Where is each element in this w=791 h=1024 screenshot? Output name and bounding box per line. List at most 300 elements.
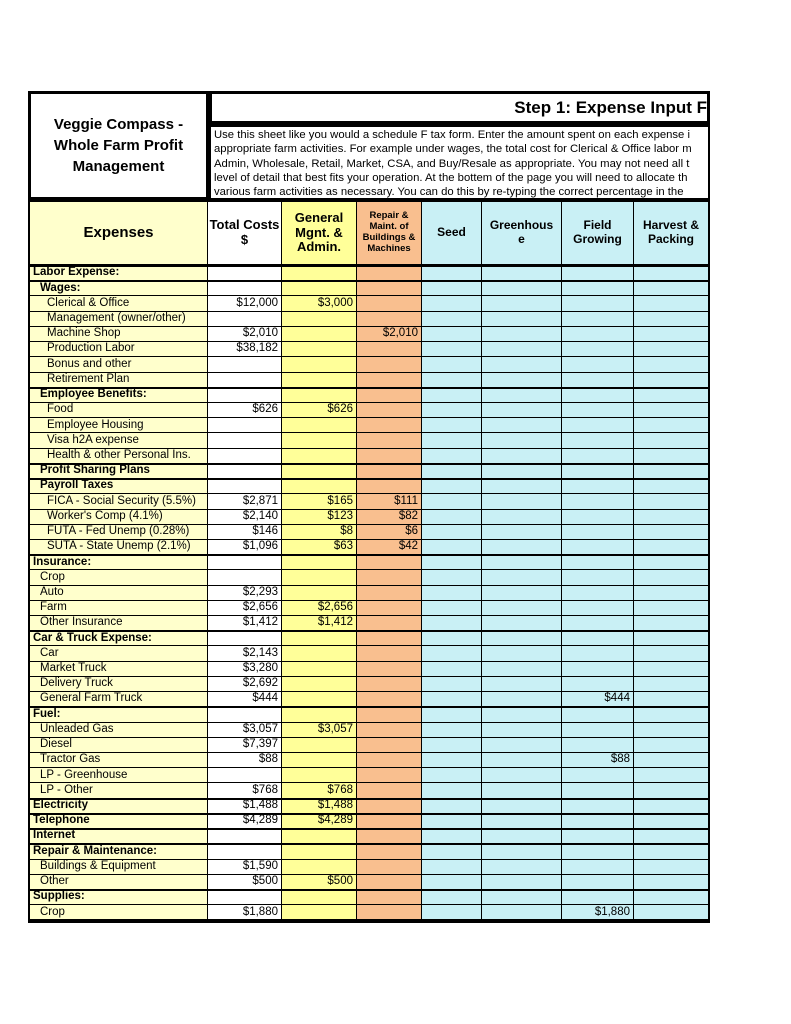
expense-label-cell[interactable]: Repair & Maintenance: [30, 844, 208, 859]
cell-repair[interactable] [357, 312, 422, 327]
cell-greenhouse[interactable] [482, 525, 562, 540]
expense-label-cell[interactable]: FUTA - Fed Unemp (0.28%) [30, 525, 208, 540]
cell-harvest[interactable] [634, 875, 708, 890]
cell-seed[interactable] [422, 510, 482, 525]
expense-label-cell[interactable]: Machine Shop [30, 327, 208, 342]
expense-label-cell[interactable]: Profit Sharing Plans [30, 464, 208, 479]
cell-field[interactable] [562, 373, 634, 388]
cell-harvest[interactable] [634, 433, 708, 448]
cell-total[interactable]: $1,412 [208, 616, 282, 631]
cell-harvest[interactable] [634, 479, 708, 494]
cell-seed[interactable] [422, 494, 482, 509]
cell-total[interactable]: $146 [208, 525, 282, 540]
cell-seed[interactable] [422, 707, 482, 722]
expense-label-cell[interactable]: Delivery Truck [30, 677, 208, 692]
cell-total[interactable]: $4,289 [208, 814, 282, 829]
cell-general[interactable] [282, 281, 357, 296]
cell-field[interactable] [562, 677, 634, 692]
cell-field[interactable] [562, 555, 634, 570]
cell-seed[interactable] [422, 373, 482, 388]
cell-greenhouse[interactable] [482, 312, 562, 327]
cell-greenhouse[interactable] [482, 342, 562, 357]
cell-general[interactable] [282, 677, 357, 692]
cell-seed[interactable] [422, 753, 482, 768]
cell-field[interactable] [562, 829, 634, 844]
expense-label-cell[interactable]: Market Truck [30, 662, 208, 677]
cell-field[interactable] [562, 799, 634, 814]
cell-seed[interactable] [422, 860, 482, 875]
cell-field[interactable] [562, 357, 634, 372]
cell-general[interactable] [282, 266, 357, 281]
cell-repair[interactable] [357, 844, 422, 859]
cell-harvest[interactable] [634, 281, 708, 296]
cell-repair[interactable] [357, 616, 422, 631]
cell-field[interactable] [562, 586, 634, 601]
cell-general[interactable] [282, 449, 357, 464]
cell-general[interactable] [282, 768, 357, 783]
cell-total[interactable] [208, 570, 282, 585]
cell-seed[interactable] [422, 555, 482, 570]
cell-total[interactable] [208, 266, 282, 281]
cell-field[interactable]: $88 [562, 753, 634, 768]
expense-label-cell[interactable]: Wages: [30, 281, 208, 296]
cell-repair[interactable]: $6 [357, 525, 422, 540]
cell-harvest[interactable] [634, 373, 708, 388]
cell-total[interactable] [208, 707, 282, 722]
cell-field[interactable] [562, 616, 634, 631]
cell-field[interactable]: $1,880 [562, 905, 634, 920]
cell-general[interactable] [282, 631, 357, 646]
cell-total[interactable] [208, 388, 282, 403]
expense-label-cell[interactable]: Health & other Personal Ins. [30, 449, 208, 464]
cell-greenhouse[interactable] [482, 403, 562, 418]
expense-label-cell[interactable]: Visa h2A expense [30, 433, 208, 448]
cell-harvest[interactable] [634, 905, 708, 920]
cell-field[interactable] [562, 342, 634, 357]
cell-seed[interactable] [422, 677, 482, 692]
cell-harvest[interactable] [634, 525, 708, 540]
cell-total[interactable]: $500 [208, 875, 282, 890]
expense-label-cell[interactable]: Management (owner/other) [30, 312, 208, 327]
cell-field[interactable] [562, 403, 634, 418]
cell-harvest[interactable] [634, 631, 708, 646]
cell-harvest[interactable] [634, 296, 708, 311]
cell-total[interactable]: $3,280 [208, 662, 282, 677]
cell-general[interactable]: $3,057 [282, 723, 357, 738]
expense-label-cell[interactable]: Farm [30, 601, 208, 616]
cell-field[interactable] [562, 631, 634, 646]
cell-field[interactable] [562, 433, 634, 448]
cell-field[interactable] [562, 783, 634, 798]
cell-greenhouse[interactable] [482, 464, 562, 479]
cell-harvest[interactable] [634, 357, 708, 372]
cell-harvest[interactable] [634, 418, 708, 433]
expense-label-cell[interactable]: Diesel [30, 738, 208, 753]
expense-label-cell[interactable]: Bonus and other [30, 357, 208, 372]
cell-general[interactable] [282, 555, 357, 570]
expense-label-cell[interactable]: Unleaded Gas [30, 723, 208, 738]
cell-total[interactable]: $1,096 [208, 540, 282, 555]
cell-total[interactable] [208, 373, 282, 388]
cell-repair[interactable] [357, 631, 422, 646]
cell-general[interactable] [282, 388, 357, 403]
cell-seed[interactable] [422, 403, 482, 418]
cell-total[interactable] [208, 479, 282, 494]
cell-total[interactable]: $7,397 [208, 738, 282, 753]
expense-label-cell[interactable]: Electricity [30, 799, 208, 814]
cell-harvest[interactable] [634, 662, 708, 677]
cell-total[interactable] [208, 829, 282, 844]
cell-repair[interactable] [357, 479, 422, 494]
cell-total[interactable] [208, 464, 282, 479]
cell-general[interactable] [282, 662, 357, 677]
cell-total[interactable]: $2,140 [208, 510, 282, 525]
cell-repair[interactable] [357, 875, 422, 890]
cell-total[interactable]: $2,143 [208, 646, 282, 661]
cell-general[interactable] [282, 373, 357, 388]
cell-field[interactable] [562, 707, 634, 722]
cell-harvest[interactable] [634, 814, 708, 829]
cell-harvest[interactable] [634, 449, 708, 464]
cell-greenhouse[interactable] [482, 890, 562, 905]
expense-label-cell[interactable]: Fuel: [30, 707, 208, 722]
expense-label-cell[interactable]: Food [30, 403, 208, 418]
cell-total[interactable] [208, 890, 282, 905]
cell-seed[interactable] [422, 357, 482, 372]
cell-seed[interactable] [422, 433, 482, 448]
cell-field[interactable] [562, 875, 634, 890]
cell-seed[interactable] [422, 281, 482, 296]
cell-general[interactable]: $2,656 [282, 601, 357, 616]
cell-total[interactable]: $1,590 [208, 860, 282, 875]
cell-general[interactable]: $1,412 [282, 616, 357, 631]
cell-greenhouse[interactable] [482, 327, 562, 342]
cell-general[interactable] [282, 464, 357, 479]
cell-total[interactable]: $768 [208, 783, 282, 798]
cell-seed[interactable] [422, 449, 482, 464]
cell-greenhouse[interactable] [482, 601, 562, 616]
cell-repair[interactable] [357, 373, 422, 388]
cell-greenhouse[interactable] [482, 373, 562, 388]
cell-seed[interactable] [422, 890, 482, 905]
cell-greenhouse[interactable] [482, 510, 562, 525]
cell-general[interactable] [282, 570, 357, 585]
expense-label-cell[interactable]: Labor Expense: [30, 266, 208, 281]
cell-seed[interactable] [422, 327, 482, 342]
cell-field[interactable] [562, 860, 634, 875]
cell-harvest[interactable] [634, 844, 708, 859]
cell-total[interactable]: $1,488 [208, 799, 282, 814]
expense-label-cell[interactable]: Crop [30, 905, 208, 920]
expense-label-cell[interactable]: Employee Benefits: [30, 388, 208, 403]
cell-greenhouse[interactable] [482, 707, 562, 722]
cell-field[interactable] [562, 296, 634, 311]
cell-harvest[interactable] [634, 403, 708, 418]
cell-general[interactable] [282, 433, 357, 448]
cell-seed[interactable] [422, 829, 482, 844]
cell-repair[interactable] [357, 601, 422, 616]
cell-harvest[interactable] [634, 342, 708, 357]
cell-harvest[interactable] [634, 616, 708, 631]
cell-general[interactable] [282, 890, 357, 905]
cell-harvest[interactable] [634, 677, 708, 692]
expense-label-cell[interactable]: Internet [30, 829, 208, 844]
expense-label-cell[interactable]: FICA - Social Security (5.5%) [30, 494, 208, 509]
cell-greenhouse[interactable] [482, 814, 562, 829]
cell-field[interactable] [562, 266, 634, 281]
cell-general[interactable]: $4,289 [282, 814, 357, 829]
cell-total[interactable]: $2,293 [208, 586, 282, 601]
expense-label-cell[interactable]: Other Insurance [30, 616, 208, 631]
expense-label-cell[interactable]: Supplies: [30, 890, 208, 905]
cell-repair[interactable]: $2,010 [357, 327, 422, 342]
cell-general[interactable] [282, 418, 357, 433]
cell-greenhouse[interactable] [482, 753, 562, 768]
cell-repair[interactable] [357, 799, 422, 814]
expense-label-cell[interactable]: Production Labor [30, 342, 208, 357]
cell-greenhouse[interactable] [482, 449, 562, 464]
cell-harvest[interactable] [634, 570, 708, 585]
cell-seed[interactable] [422, 464, 482, 479]
cell-repair[interactable] [357, 738, 422, 753]
cell-repair[interactable] [357, 388, 422, 403]
cell-seed[interactable] [422, 342, 482, 357]
cell-general[interactable] [282, 357, 357, 372]
cell-total[interactable] [208, 418, 282, 433]
expense-label-cell[interactable]: General Farm Truck [30, 692, 208, 707]
cell-greenhouse[interactable] [482, 540, 562, 555]
cell-general[interactable] [282, 753, 357, 768]
cell-total[interactable] [208, 357, 282, 372]
cell-repair[interactable] [357, 783, 422, 798]
cell-repair[interactable] [357, 753, 422, 768]
cell-greenhouse[interactable] [482, 357, 562, 372]
cell-field[interactable] [562, 814, 634, 829]
cell-harvest[interactable] [634, 266, 708, 281]
cell-general[interactable]: $500 [282, 875, 357, 890]
expense-label-cell[interactable]: Car & Truck Expense: [30, 631, 208, 646]
cell-seed[interactable] [422, 738, 482, 753]
cell-total[interactable] [208, 433, 282, 448]
cell-greenhouse[interactable] [482, 418, 562, 433]
cell-repair[interactable] [357, 296, 422, 311]
expense-label-cell[interactable]: SUTA - State Unemp (2.1%) [30, 540, 208, 555]
cell-seed[interactable] [422, 844, 482, 859]
cell-greenhouse[interactable] [482, 646, 562, 661]
cell-greenhouse[interactable] [482, 433, 562, 448]
cell-field[interactable] [562, 723, 634, 738]
cell-total[interactable] [208, 281, 282, 296]
cell-seed[interactable] [422, 875, 482, 890]
cell-total[interactable]: $12,000 [208, 296, 282, 311]
cell-general[interactable]: $768 [282, 783, 357, 798]
cell-repair[interactable] [357, 403, 422, 418]
cell-harvest[interactable] [634, 753, 708, 768]
cell-harvest[interactable] [634, 738, 708, 753]
expense-label-cell[interactable]: Tractor Gas [30, 753, 208, 768]
cell-greenhouse[interactable] [482, 631, 562, 646]
cell-total[interactable]: $2,692 [208, 677, 282, 692]
expense-label-cell[interactable]: Worker's Comp (4.1%) [30, 510, 208, 525]
expense-label-cell[interactable]: Other [30, 875, 208, 890]
cell-general[interactable]: $123 [282, 510, 357, 525]
cell-total[interactable] [208, 312, 282, 327]
cell-seed[interactable] [422, 616, 482, 631]
cell-field[interactable] [562, 525, 634, 540]
cell-harvest[interactable] [634, 768, 708, 783]
cell-harvest[interactable] [634, 555, 708, 570]
expense-label-cell[interactable]: Payroll Taxes [30, 479, 208, 494]
cell-general[interactable] [282, 342, 357, 357]
cell-general[interactable] [282, 707, 357, 722]
cell-greenhouse[interactable] [482, 738, 562, 753]
cell-harvest[interactable] [634, 799, 708, 814]
expense-label-cell[interactable]: Insurance: [30, 555, 208, 570]
cell-field[interactable] [562, 570, 634, 585]
cell-repair[interactable] [357, 342, 422, 357]
cell-repair[interactable] [357, 905, 422, 920]
cell-general[interactable] [282, 738, 357, 753]
cell-harvest[interactable] [634, 783, 708, 798]
cell-harvest[interactable] [634, 601, 708, 616]
expense-label-cell[interactable]: LP - Other [30, 783, 208, 798]
cell-general[interactable] [282, 905, 357, 920]
cell-seed[interactable] [422, 479, 482, 494]
cell-general[interactable]: $8 [282, 525, 357, 540]
cell-greenhouse[interactable] [482, 296, 562, 311]
cell-general[interactable] [282, 844, 357, 859]
cell-seed[interactable] [422, 312, 482, 327]
cell-greenhouse[interactable] [482, 860, 562, 875]
cell-field[interactable] [562, 890, 634, 905]
cell-harvest[interactable] [634, 327, 708, 342]
cell-harvest[interactable] [634, 829, 708, 844]
cell-repair[interactable] [357, 418, 422, 433]
expense-label-cell[interactable]: Employee Housing [30, 418, 208, 433]
cell-seed[interactable] [422, 631, 482, 646]
cell-repair[interactable] [357, 814, 422, 829]
cell-harvest[interactable] [634, 646, 708, 661]
cell-seed[interactable] [422, 783, 482, 798]
cell-greenhouse[interactable] [482, 677, 562, 692]
cell-seed[interactable] [422, 905, 482, 920]
cell-field[interactable] [562, 646, 634, 661]
cell-greenhouse[interactable] [482, 799, 562, 814]
cell-field[interactable]: $444 [562, 692, 634, 707]
cell-field[interactable] [562, 768, 634, 783]
cell-greenhouse[interactable] [482, 266, 562, 281]
cell-total[interactable] [208, 555, 282, 570]
cell-repair[interactable] [357, 860, 422, 875]
cell-harvest[interactable] [634, 890, 708, 905]
cell-field[interactable] [562, 601, 634, 616]
expense-label-cell[interactable]: LP - Greenhouse [30, 768, 208, 783]
cell-field[interactable] [562, 464, 634, 479]
cell-harvest[interactable] [634, 510, 708, 525]
expense-label-cell[interactable]: Telephone [30, 814, 208, 829]
cell-general[interactable] [282, 586, 357, 601]
cell-general[interactable]: $3,000 [282, 296, 357, 311]
cell-seed[interactable] [422, 799, 482, 814]
cell-seed[interactable] [422, 692, 482, 707]
cell-repair[interactable] [357, 570, 422, 585]
cell-field[interactable] [562, 327, 634, 342]
cell-repair[interactable] [357, 677, 422, 692]
cell-total[interactable]: $626 [208, 403, 282, 418]
cell-harvest[interactable] [634, 860, 708, 875]
cell-greenhouse[interactable] [482, 905, 562, 920]
cell-harvest[interactable] [634, 707, 708, 722]
expense-label-cell[interactable]: Buildings & Equipment [30, 860, 208, 875]
cell-repair[interactable]: $82 [357, 510, 422, 525]
cell-harvest[interactable] [634, 540, 708, 555]
cell-repair[interactable] [357, 433, 422, 448]
cell-total[interactable]: $88 [208, 753, 282, 768]
cell-seed[interactable] [422, 662, 482, 677]
cell-field[interactable] [562, 388, 634, 403]
cell-greenhouse[interactable] [482, 768, 562, 783]
cell-seed[interactable] [422, 525, 482, 540]
cell-general[interactable] [282, 646, 357, 661]
cell-field[interactable] [562, 540, 634, 555]
cell-field[interactable] [562, 844, 634, 859]
cell-seed[interactable] [422, 768, 482, 783]
expense-label-cell[interactable]: Crop [30, 570, 208, 585]
cell-greenhouse[interactable] [482, 692, 562, 707]
cell-greenhouse[interactable] [482, 875, 562, 890]
cell-general[interactable] [282, 860, 357, 875]
cell-repair[interactable] [357, 768, 422, 783]
cell-seed[interactable] [422, 723, 482, 738]
cell-greenhouse[interactable] [482, 723, 562, 738]
cell-total[interactable]: $38,182 [208, 342, 282, 357]
cell-greenhouse[interactable] [482, 616, 562, 631]
cell-seed[interactable] [422, 540, 482, 555]
cell-field[interactable] [562, 281, 634, 296]
cell-greenhouse[interactable] [482, 570, 562, 585]
cell-greenhouse[interactable] [482, 388, 562, 403]
cell-field[interactable] [562, 510, 634, 525]
cell-general[interactable]: $1,488 [282, 799, 357, 814]
cell-general[interactable] [282, 479, 357, 494]
cell-harvest[interactable] [634, 723, 708, 738]
cell-repair[interactable] [357, 890, 422, 905]
cell-total[interactable]: $2,656 [208, 601, 282, 616]
cell-field[interactable] [562, 494, 634, 509]
cell-repair[interactable] [357, 464, 422, 479]
cell-field[interactable] [562, 449, 634, 464]
cell-repair[interactable] [357, 281, 422, 296]
cell-total[interactable] [208, 631, 282, 646]
cell-harvest[interactable] [634, 464, 708, 479]
cell-seed[interactable] [422, 586, 482, 601]
cell-repair[interactable] [357, 646, 422, 661]
cell-repair[interactable] [357, 586, 422, 601]
cell-greenhouse[interactable] [482, 844, 562, 859]
cell-seed[interactable] [422, 601, 482, 616]
cell-greenhouse[interactable] [482, 555, 562, 570]
cell-total[interactable] [208, 844, 282, 859]
cell-total[interactable]: $3,057 [208, 723, 282, 738]
cell-general[interactable] [282, 327, 357, 342]
cell-seed[interactable] [422, 266, 482, 281]
cell-repair[interactable] [357, 829, 422, 844]
cell-greenhouse[interactable] [482, 479, 562, 494]
cell-harvest[interactable] [634, 312, 708, 327]
cell-seed[interactable] [422, 418, 482, 433]
cell-seed[interactable] [422, 814, 482, 829]
cell-harvest[interactable] [634, 388, 708, 403]
